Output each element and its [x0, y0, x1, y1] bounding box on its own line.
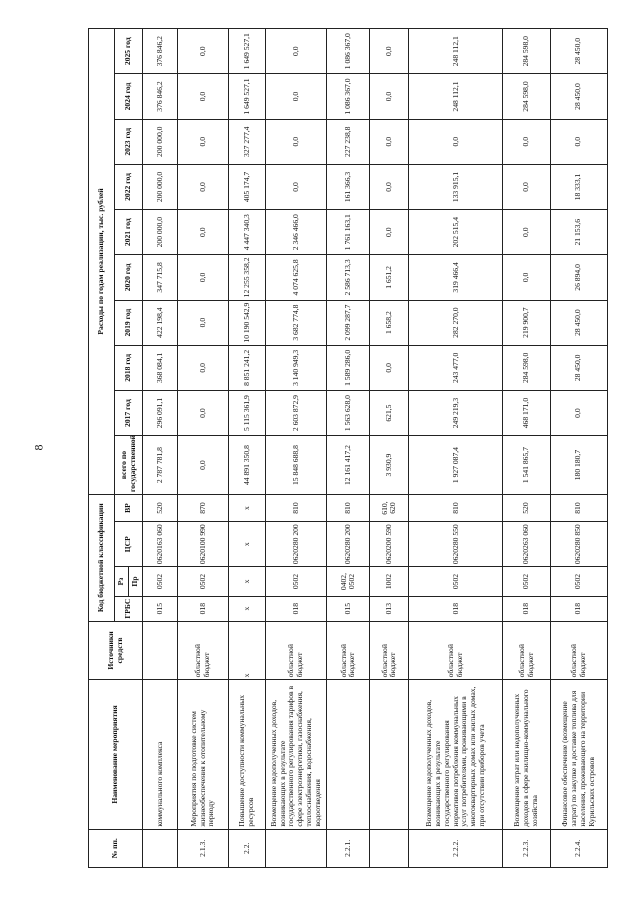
row-year-value: 0,0 [265, 119, 326, 164]
row-year-value: 243 477,0 [409, 345, 503, 390]
row-rzpr: 0402, 0502 [327, 567, 370, 596]
row-total: 1 541 865,7 [503, 436, 550, 495]
header-num: № пп. [89, 829, 143, 867]
row-vr: 520 [143, 494, 178, 521]
row-total: 0,0 [177, 436, 228, 495]
table-row [327, 29, 370, 868]
row-year-value: 5 115 361,9 [229, 390, 266, 435]
row-year-value: 296 091,1 [143, 390, 178, 435]
row-num: 2.2.1. [327, 829, 370, 867]
row-num: 2.2. [229, 829, 266, 867]
row-year-value: 621,5 [370, 390, 409, 435]
row-year-value: 284 598,0 [503, 74, 550, 119]
row-year-value: 200 000,0 [143, 210, 178, 255]
budget-table [88, 28, 608, 868]
row-year-value: 219 900,7 [503, 300, 550, 345]
row-csr: 0620100 990 [177, 522, 228, 567]
row-grbs: 015 [143, 596, 178, 621]
row-year-value: 12 255 358,2 [229, 255, 266, 300]
row-year-value: 0,0 [503, 164, 550, 209]
row-year-value: 133 915,1 [409, 164, 503, 209]
row-year-value: 0,0 [177, 255, 228, 300]
row-rzpr: 0502 [177, 567, 228, 596]
row-vr: 810 [409, 494, 503, 521]
row-name: Финансовое обеспечение (возмещение затрат) по закупке и доставке топлива для населения, проживающего на территории Курильских островов [550, 680, 607, 829]
row-grbs: 013 [370, 596, 409, 621]
header-year-2022: 2022 год [115, 164, 143, 209]
row-grbs: 015 [327, 596, 370, 621]
table-row [550, 29, 607, 868]
row-rzpr: 0502 [409, 567, 503, 596]
row-year-value: 18 333,1 [550, 164, 607, 209]
row-year-value: 0,0 [370, 119, 409, 164]
header-code-group: Код бюджетной классификации [89, 494, 115, 621]
row-csr: 0620280 200 [265, 522, 326, 567]
row-name: Возмещение недополученных доходов, возникающих в результате государственного регулирования тарифов в сфере электроэнергетики, газоснабжения, теплоснабжения, водоснабжения, водоотведения [265, 680, 326, 829]
row-rzpr: 0502 [265, 567, 326, 596]
row-source: областной бюджет [177, 621, 228, 680]
row-year-value: 1 086 367,0 [327, 74, 370, 119]
row-year-value: 248 112,1 [409, 74, 503, 119]
row-year-value: 0,0 [177, 345, 228, 390]
row-vr: х [229, 494, 266, 521]
header-year-2017: 2017 год [115, 390, 143, 435]
header-grbs: ГРБС [115, 596, 143, 621]
row-year-value: 249 219,3 [409, 390, 503, 435]
row-total: 44 891 350,8 [229, 436, 266, 495]
row-year-value: 319 466,4 [409, 255, 503, 300]
header-year-2020: 2020 год [115, 255, 143, 300]
page-number: 8 [31, 444, 46, 451]
row-year-value: 0,0 [550, 119, 607, 164]
row-year-value: 368 084,1 [143, 345, 178, 390]
row-name: Мероприятия по подготовке систем жизнеобеспечения к отопительному периоду [177, 680, 228, 829]
row-year-value: 0,0 [177, 29, 228, 74]
header-year-2019: 2019 год [115, 300, 143, 345]
row-year-value: 1 563 628,0 [327, 390, 370, 435]
row-year-value: 2 603 872,9 [265, 390, 326, 435]
row-year-value: 0,0 [177, 300, 228, 345]
header-name: Наименование мероприятия [89, 680, 143, 829]
table-row [265, 29, 326, 868]
budget-table-rotated [88, 28, 608, 868]
row-total: 3 930,9 [370, 436, 409, 495]
table-row [177, 29, 228, 868]
row-num [265, 829, 326, 867]
row-year-value: 1 649 527,1 [229, 29, 266, 74]
header-expenses-group: Расходы по годам реализации, тыс. рублей [89, 29, 115, 495]
row-year-value: 3 140 949,3 [265, 345, 326, 390]
row-year-value: 327 277,4 [229, 119, 266, 164]
row-name: Повышение доступности коммунальных ресурсов [229, 680, 266, 829]
row-csr: 0620280 850 [550, 522, 607, 567]
row-total: 15 848 688,8 [265, 436, 326, 495]
row-rzpr: 0502 [503, 567, 550, 596]
row-name [370, 680, 409, 829]
header-sources: Источники средств [89, 621, 143, 680]
row-year-value: 227 238,8 [327, 119, 370, 164]
row-total: 2 787 781,8 [143, 436, 178, 495]
row-rzpr: 1002 [370, 567, 409, 596]
row-year-value: 0,0 [265, 29, 326, 74]
row-year-value: 282 270,0 [409, 300, 503, 345]
row-rzpr: 0502 [550, 567, 607, 596]
row-vr: 810 [550, 494, 607, 521]
row-csr: 0620280 200 [327, 522, 370, 567]
row-vr: 610, 620 [370, 494, 409, 521]
row-year-value: 0,0 [370, 29, 409, 74]
table-row [143, 29, 178, 868]
row-year-value: 0,0 [177, 390, 228, 435]
row-year-value: 1 658,2 [370, 300, 409, 345]
row-year-value: 200 000,0 [143, 119, 178, 164]
row-year-value: 0,0 [370, 345, 409, 390]
row-grbs: 018 [503, 596, 550, 621]
row-name: коммунального комплекса [143, 680, 178, 829]
row-csr: х [229, 522, 266, 567]
row-year-value: 422 198,4 [143, 300, 178, 345]
row-rzpr: 0502 [143, 567, 178, 596]
row-source: областной бюджет [503, 621, 550, 680]
row-year-value: 284 598,0 [503, 29, 550, 74]
header-year-2023: 2023 год [115, 119, 143, 164]
row-year-value: 0,0 [370, 210, 409, 255]
row-year-value: 0,0 [177, 119, 228, 164]
row-num: 2.2.3. [503, 829, 550, 867]
row-year-value: 21 153,6 [550, 210, 607, 255]
row-year-value: 0,0 [370, 164, 409, 209]
row-year-value: 0,0 [503, 210, 550, 255]
row-year-value: 28 450,0 [550, 345, 607, 390]
row-source: областной бюджет [409, 621, 503, 680]
row-vr: 810 [327, 494, 370, 521]
row-year-value: 347 715,8 [143, 255, 178, 300]
row-year-value: 4 447 340,3 [229, 210, 266, 255]
row-year-value: 405 174,7 [229, 164, 266, 209]
row-year-value: 376 846,2 [143, 74, 178, 119]
row-csr: 0620263 060 [503, 522, 550, 567]
row-num: 2.1.3. [177, 829, 228, 867]
row-source: областной бюджет [370, 621, 409, 680]
row-year-value: 28 450,0 [550, 29, 607, 74]
row-name: Возмещение недополученных доходов, возникающих в результате государственного регулирования нормативов потребления коммунальных услуг потребителями, проживающими в многоквартирных домах или жилых домах, при отсутствии приборов учета [409, 680, 503, 829]
row-year-value: 248 112,1 [409, 29, 503, 74]
row-year-value: 28 450,0 [550, 74, 607, 119]
row-year-value: 0,0 [265, 164, 326, 209]
header-pr: Пр [129, 567, 143, 596]
row-name: Возмещение затрат или недополученных доходов в сфере жилищно-коммунального хозяйства [503, 680, 550, 829]
row-year-value: 161 366,3 [327, 164, 370, 209]
row-grbs: 018 [550, 596, 607, 621]
row-year-value: 0,0 [503, 255, 550, 300]
row-total: 180 180,7 [550, 436, 607, 495]
table-row [229, 29, 266, 868]
row-grbs: 018 [409, 596, 503, 621]
row-num [370, 829, 409, 867]
row-vr: 520 [503, 494, 550, 521]
row-total: 12 161 417,2 [327, 436, 370, 495]
row-year-value: 1 651,2 [370, 255, 409, 300]
row-year-value: 468 171,0 [503, 390, 550, 435]
row-num: 2.2.4. [550, 829, 607, 867]
table-row [409, 29, 503, 868]
row-csr: 0620200 590 [370, 522, 409, 567]
row-year-value: 0,0 [177, 74, 228, 119]
row-year-value: 2 099 287,7 [327, 300, 370, 345]
header-total: всего по государственной [115, 436, 143, 495]
row-year-value: 4 074 625,8 [265, 255, 326, 300]
table-body [143, 29, 608, 868]
header-vr: ВР [115, 494, 143, 521]
row-source: областной бюджет [265, 621, 326, 680]
row-source [143, 621, 178, 680]
row-year-value: 8 851 241,2 [229, 345, 266, 390]
header-year-2021: 2021 год [115, 210, 143, 255]
row-year-value: 0,0 [370, 74, 409, 119]
row-vr: 810 [265, 494, 326, 521]
row-total: 1 927 087,4 [409, 436, 503, 495]
table-row [503, 29, 550, 868]
row-year-value: 28 450,0 [550, 300, 607, 345]
row-year-value: 0,0 [177, 164, 228, 209]
row-num: 2.2.2. [409, 829, 503, 867]
row-year-value: 26 894,0 [550, 255, 607, 300]
header-year-2018: 2018 год [115, 345, 143, 390]
row-grbs: 018 [265, 596, 326, 621]
table-row [370, 29, 409, 868]
row-year-value: 0,0 [265, 74, 326, 119]
row-year-value: 1 649 527,1 [229, 74, 266, 119]
row-year-value: 1 761 163,1 [327, 210, 370, 255]
header-rz: Рз [115, 567, 129, 596]
row-rzpr: х [229, 567, 266, 596]
row-grbs: х [229, 596, 266, 621]
row-year-value: 3 682 774,8 [265, 300, 326, 345]
header-year-2024: 2024 год [115, 74, 143, 119]
row-csr: 0620163 060 [143, 522, 178, 567]
header-csr: ЦСР [115, 522, 143, 567]
row-year-value: 376 846,2 [143, 29, 178, 74]
row-year-value: 0,0 [177, 210, 228, 255]
row-year-value: 0,0 [409, 119, 503, 164]
row-num [143, 829, 178, 867]
row-source: х [229, 621, 266, 680]
row-year-value: 202 515,4 [409, 210, 503, 255]
header-year-2025: 2025 год [115, 29, 143, 74]
row-year-value: 284 598,0 [503, 345, 550, 390]
row-year-value: 1 086 367,0 [327, 29, 370, 74]
row-year-value: 1 589 286,0 [327, 345, 370, 390]
row-vr: 870 [177, 494, 228, 521]
row-year-value: 2 586 713,3 [327, 255, 370, 300]
row-name [327, 680, 370, 829]
row-year-value: 0,0 [550, 390, 607, 435]
row-grbs: 018 [177, 596, 228, 621]
row-year-value: 2 346 466,0 [265, 210, 326, 255]
row-csr: 0620280 550 [409, 522, 503, 567]
row-year-value: 10 190 542,9 [229, 300, 266, 345]
row-year-value: 0,0 [503, 119, 550, 164]
row-source: областной бюджет [550, 621, 607, 680]
row-source: областной бюджет [327, 621, 370, 680]
row-year-value: 200 000,0 [143, 164, 178, 209]
